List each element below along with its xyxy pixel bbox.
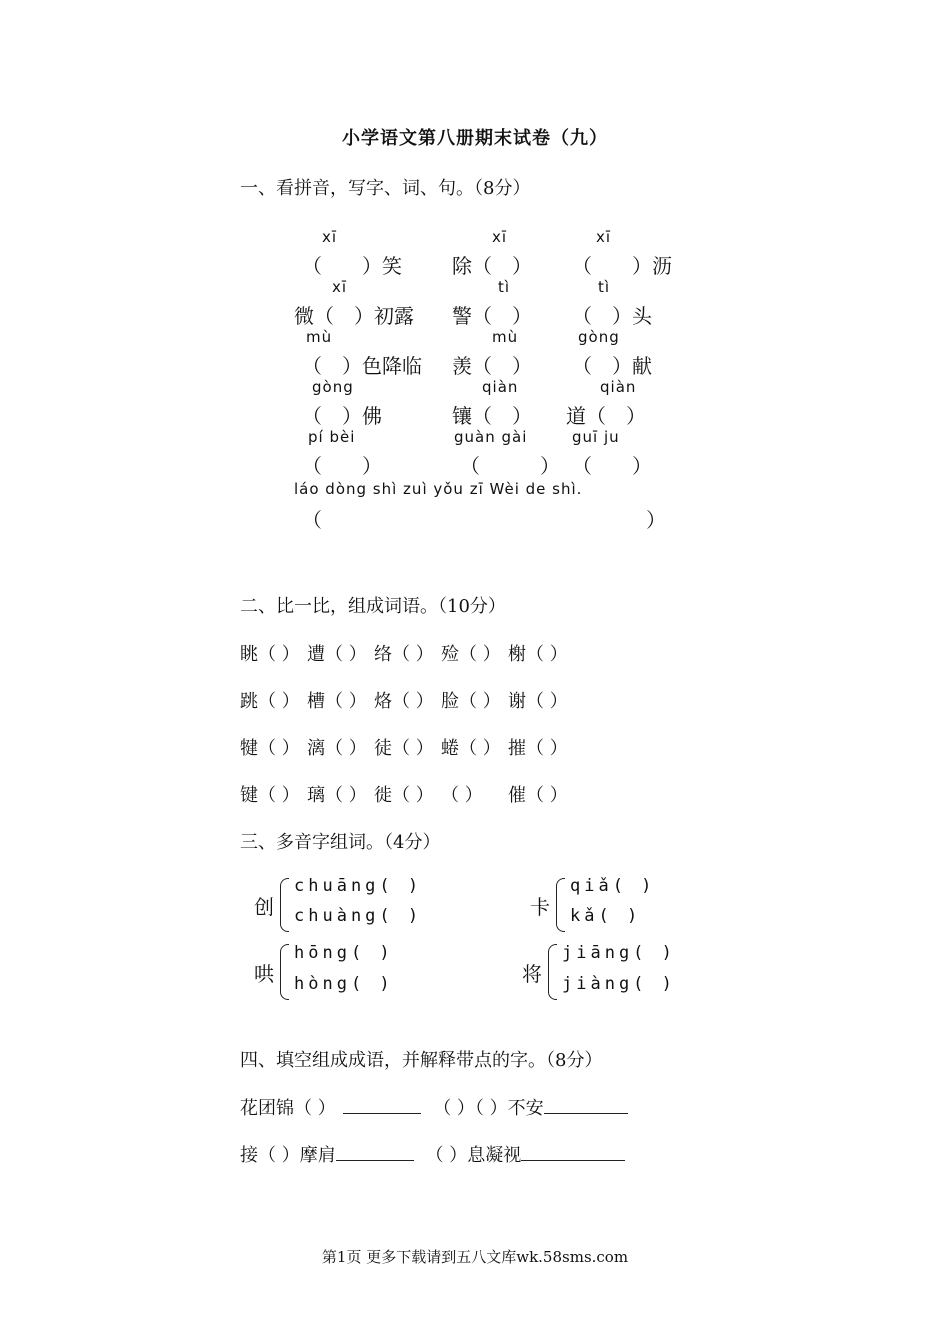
answer-blank[interactable] [336,1142,414,1161]
polyphone-line: hòng( ) [294,974,394,994]
fill-blank[interactable]: （ ） [460,454,560,478]
polyphone-line: kǎ( ) [570,906,642,926]
pinyin-text: mù [306,328,333,346]
answer-blank[interactable] [343,1095,421,1114]
answer-blank[interactable] [544,1095,628,1114]
compare-item[interactable]: 跳（ ） [240,691,300,712]
compare-row [240,687,575,713]
section3-heading: 三、多音字组词。（4分） [240,832,441,853]
compare-item[interactable]: 漓（ ） [307,738,367,759]
fill-blank[interactable]: （ ）献 [572,354,652,378]
polyphone-line: jiāng( ) [562,943,676,963]
polyphone-line: jiàng( ) [562,974,676,994]
fill-blank[interactable]: 警（ ） [452,304,532,328]
idiom-text: 接（ ）摩肩 [240,1145,336,1166]
fill-blank[interactable]: ） [646,508,666,532]
compare-item[interactable]: 键（ ） [240,785,300,806]
fill-blank[interactable]: （ [302,508,322,532]
answer-blank[interactable] [521,1142,625,1161]
compare-item[interactable]: 璃（ ） [307,785,367,806]
fill-blank[interactable]: 道（ ） [566,404,646,428]
polyphone-line: hōng( ) [294,943,394,963]
compare-item[interactable]: 催（ ） [508,785,568,806]
pinyin-text: mù [492,328,519,346]
pinyin-block [0,0,950,560]
compare-item[interactable]: （ ） [441,785,483,806]
section4-heading: 四、填空组成成语，并解释带点的字。（8分） [240,1050,603,1071]
compare-item[interactable]: 谢（ ） [508,691,568,712]
brace-icon [548,944,557,1000]
pinyin-text: pí bèi [308,428,356,446]
fill-blank[interactable]: （ ）头 [572,304,652,328]
polyphone-char: 卡 [530,895,550,919]
fill-blank[interactable]: （ ）色降临 [302,354,422,378]
section2-heading: 二、比一比，组成词语。（10分） [240,596,506,617]
pinyin-text: láo dòng shì zuì yǒu zī Wèi de shì. [294,480,583,498]
compare-item[interactable]: 殓（ ） [441,644,501,665]
fill-blank[interactable]: （ ）沥 [572,254,672,278]
fill-blank[interactable]: （ ）佛 [302,404,382,428]
pinyin-text: xī [492,228,508,246]
compare-item[interactable]: 烙（ ） [374,691,434,712]
idiom-text: 花团锦（ ） [240,1098,336,1119]
compare-item[interactable]: 眺（ ） [240,644,300,665]
compare-item[interactable]: 络（ ） [374,644,434,665]
idiom-row [240,1141,625,1167]
compare-item[interactable]: 榭（ ） [508,644,568,665]
brace-icon [280,878,289,932]
compare-row [240,734,575,760]
fill-blank[interactable]: 镶（ ） [452,404,532,428]
page-footer: 第1页 更多下载请到五八文库wk.58sms.com [321,1248,629,1266]
pinyin-text: gòng [312,378,354,396]
pinyin-text: xī [322,228,338,246]
polyphone-char: 将 [522,962,542,986]
polyphone-char: 创 [254,895,274,919]
pinyin-text: gòng [578,328,620,346]
section1-heading: 一、看拼音，写字、词、句。（8分） [240,178,531,199]
compare-item[interactable]: 摧（ ） [508,738,568,759]
pinyin-text: tì [598,278,611,296]
compare-item[interactable]: 槽（ ） [307,691,367,712]
pinyin-text: xī [596,228,612,246]
brace-icon [280,944,289,1000]
compare-row [240,640,575,666]
fill-blank[interactable]: 羡（ ） [452,354,532,378]
pinyin-text: guàn gài [454,428,528,446]
fill-blank[interactable]: （ ） [572,454,652,478]
idiom-text: （ ）（ ）不安 [433,1098,544,1119]
idiom-text: （ ）息凝视 [425,1145,522,1166]
pinyin-text: tì [498,278,511,296]
compare-item[interactable]: 徒（ ） [374,738,434,759]
pinyin-text: guī ju [572,428,620,446]
pinyin-text: qiàn [482,378,519,396]
pinyin-text: xī [332,278,348,296]
compare-item[interactable]: 蜷（ ） [441,738,501,759]
compare-row [240,781,575,807]
fill-blank[interactable]: （ ）笑 [302,254,402,278]
polyphone-line: chuàng( ) [294,906,423,926]
compare-item[interactable]: 脸（ ） [441,691,501,712]
polyphone-char: 哄 [254,962,274,986]
compare-item[interactable]: 遭（ ） [307,644,367,665]
idiom-row [240,1094,628,1120]
fill-blank[interactable]: （ ） [302,454,382,478]
polyphone-line: qiǎ( ) [570,876,656,896]
compare-item[interactable]: 徙（ ） [374,785,434,806]
polyphone-line: chuāng( ) [294,876,423,896]
compare-item[interactable]: 犍（ ） [240,738,300,759]
page-title: 小学语文第八册期末试卷（九） [342,128,608,149]
fill-blank[interactable]: 除（ ） [452,254,532,278]
fill-blank[interactable]: 微（ ）初露 [294,304,414,328]
brace-icon [556,878,565,932]
pinyin-text: qiàn [600,378,637,396]
